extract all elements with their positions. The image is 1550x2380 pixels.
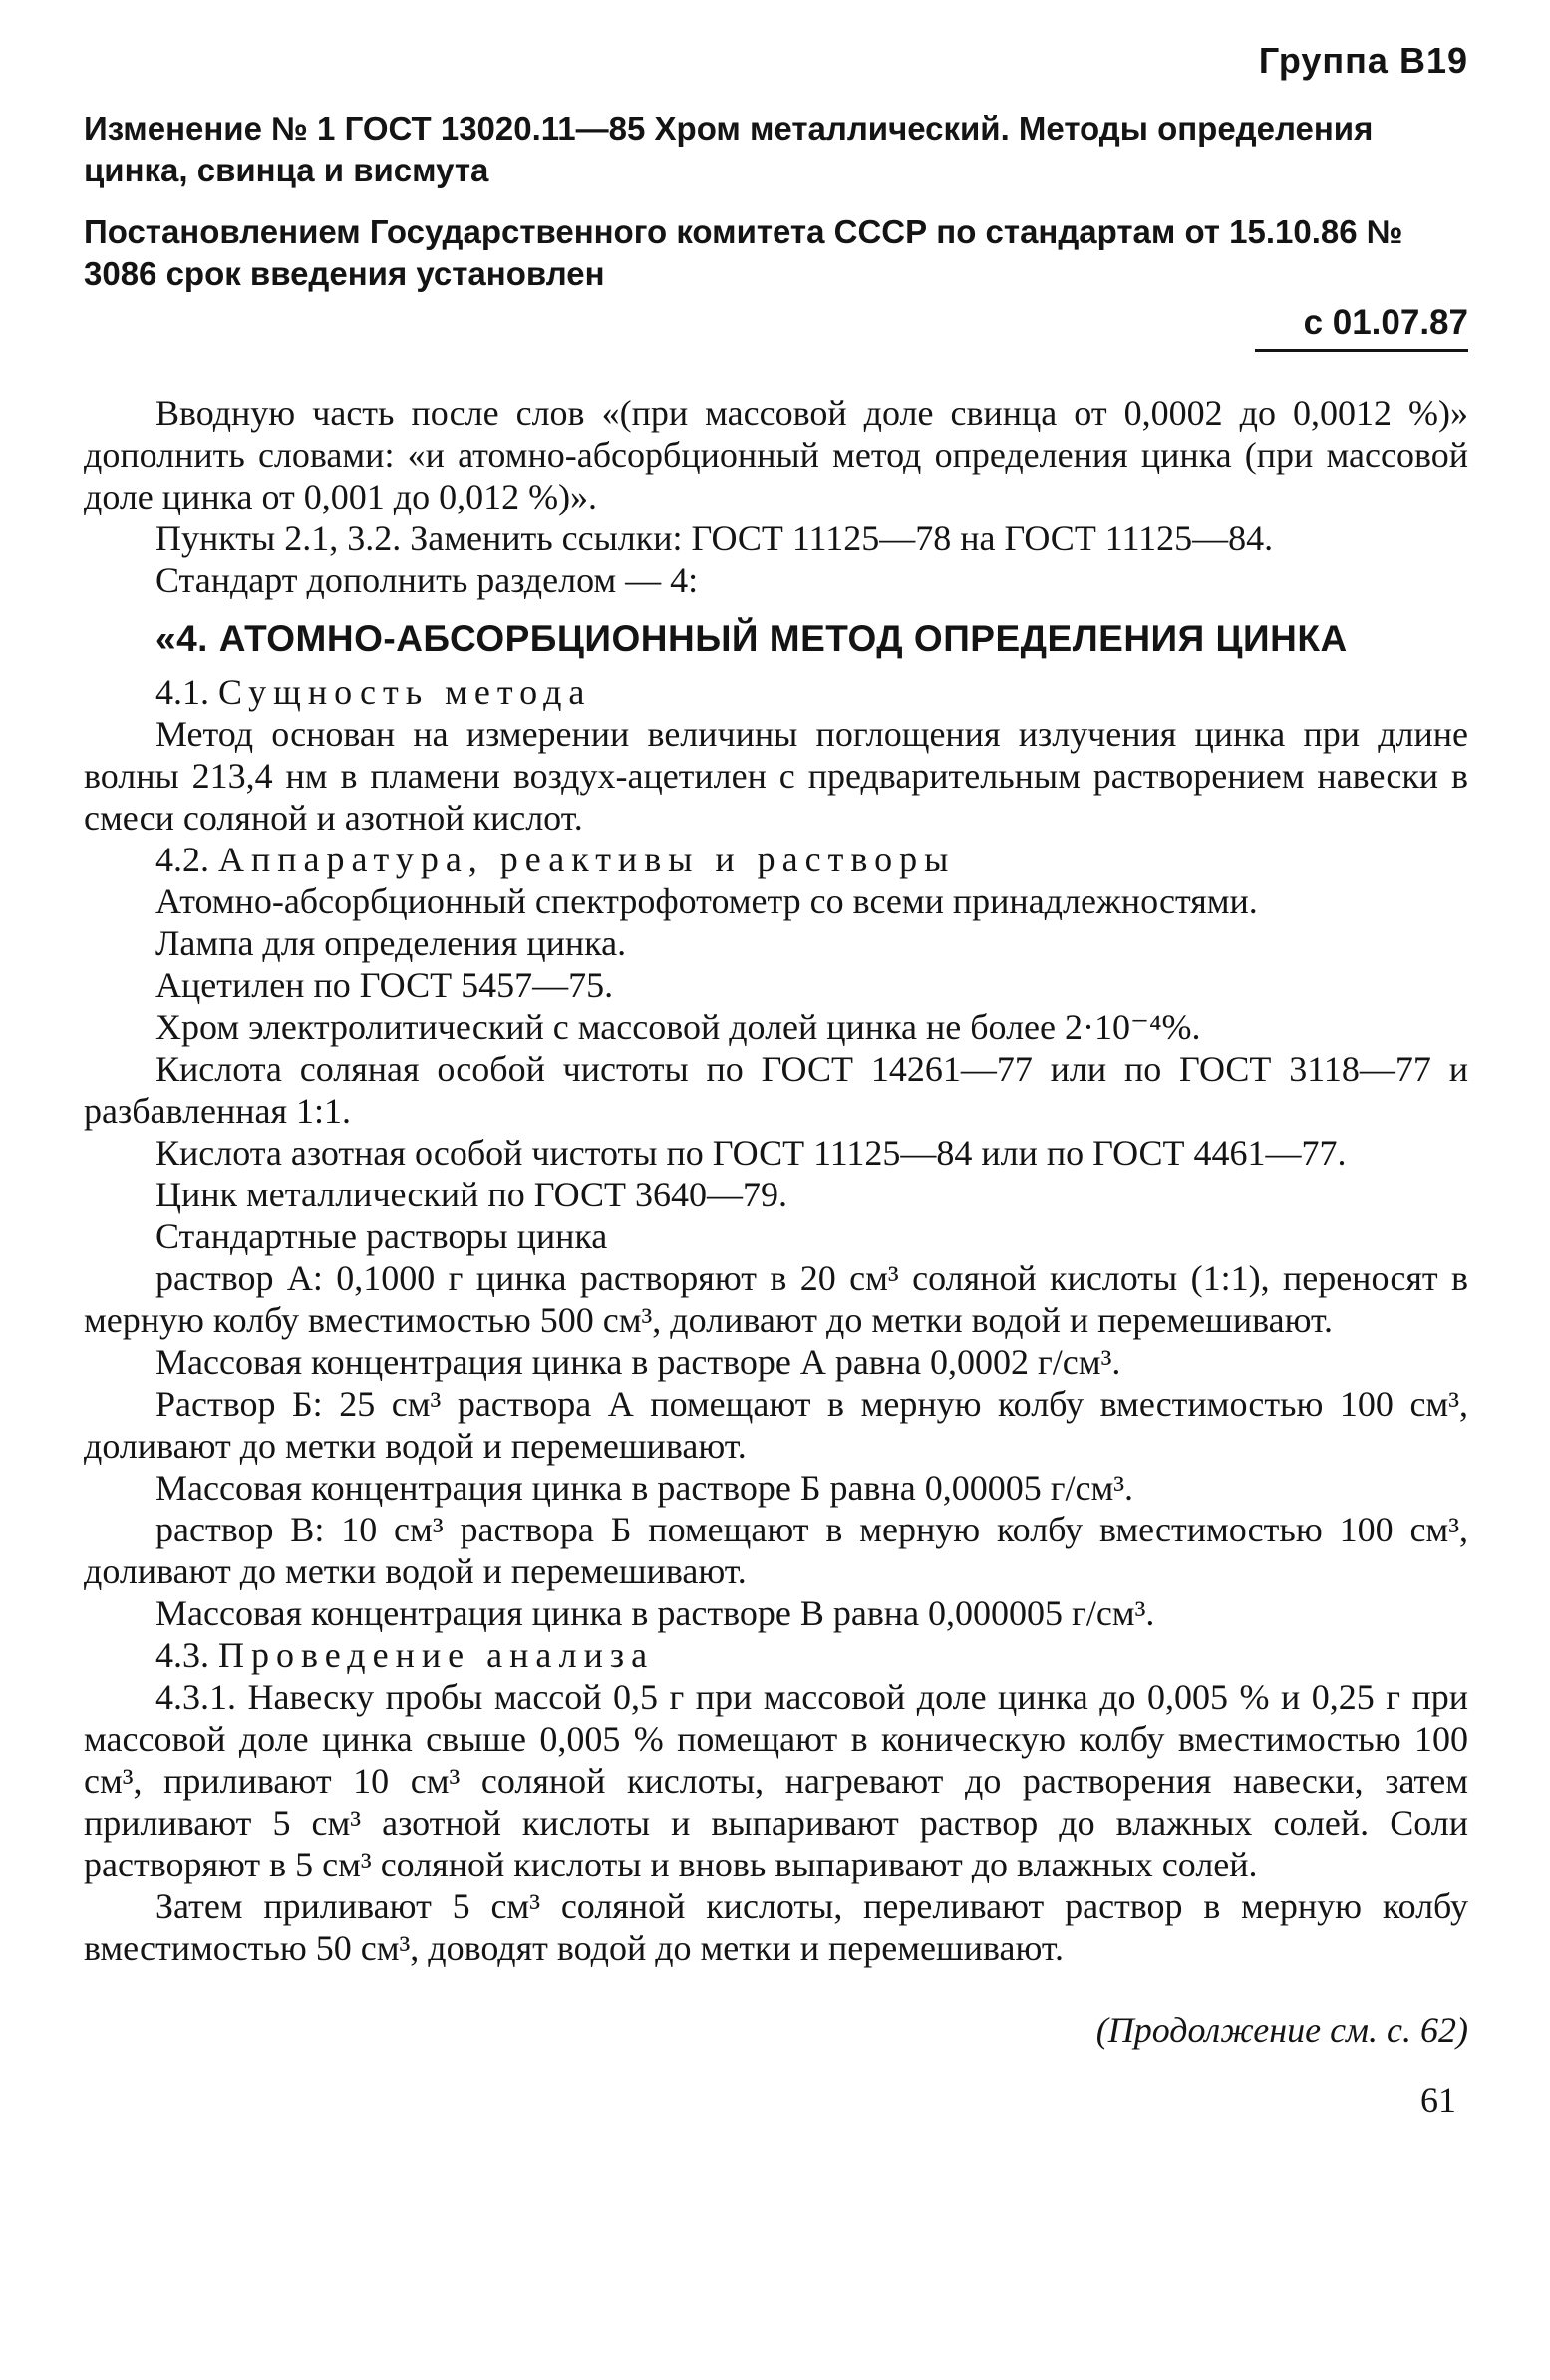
method-principle: Метод основан на измерении величины поглощения излучения цинка при длине волны 213,4 нм в пламени воздух-ацетилен с предварительным растворением навески в смеси соляной и азотной кислот. — [84, 714, 1468, 838]
subsection-title: Сущность метода — [218, 672, 592, 712]
analysis-paragraph: Затем приливают 5 см³ соляной кислоты, переливают раствор в мерную колбу вместимостью 50 см³, доводят водой до метки и перемешивают. — [84, 1886, 1468, 1968]
equipment-item: Кислота азотная особой чистоты по ГОСТ 11125—84 или по ГОСТ 4461—77. — [155, 1133, 1347, 1173]
solution-item: Массовая концентрация цинка в растворе А равна 0,0002 г/см³. — [155, 1342, 1121, 1382]
subsection-heading-4-3 — [84, 1634, 1468, 1676]
intro-paragraph: Стандарт дополнить разделом — 4: — [155, 560, 699, 600]
solution-item: Массовая концентрация цинка в растворе В равна 0,000005 г/см³. — [155, 1593, 1155, 1633]
subsection-heading-4-1 — [84, 671, 1468, 713]
section-title: «4. АТОМНО-АБСОРБЦИОННЫЙ МЕТОД ОПРЕДЕЛЕНИЯ ЦИНКА — [155, 618, 1348, 659]
equipment-item: Хром электролитический с массовой долей цинка не более 2·10⁻⁴%. — [155, 1007, 1201, 1047]
group-code: Группа В19 — [1258, 40, 1468, 81]
solution-item: раствор А: 0,1000 г цинка растворяют в 20 см³ соляной кислоты (1:1), переносят в мерную колбу вместимостью 500 см³, доливают до метки водой и перемешивают. — [84, 1258, 1468, 1340]
solution-item: Раствор Б: 25 см³ раствора А помещают в мерную колбу вместимостью 100 см³, доливают до метки водой и перемешивают. — [84, 1384, 1468, 1466]
effective-date — [84, 303, 1468, 352]
equipment-item: Кислота соляная особой чистоты по ГОСТ 14261—77 или по ГОСТ 3118—77 и разбавленная 1:1. — [84, 1049, 1468, 1131]
page-number: 61 — [1420, 2080, 1456, 2120]
solution-item: раствор В: 10 см³ раствора Б помещают в мерную колбу вместимостью 100 см³, доливают до метки водой и перемешивают. — [84, 1510, 1468, 1591]
intro-paragraph: Пункты 2.1, 3.2. Заменить ссылки: ГОСТ 11125—78 на ГОСТ 11125—84. — [155, 518, 1274, 558]
analysis-paragraph: 4.3.1. Навеску пробы массой 0,5 г при массовой доле цинка до 0,005 % и 0,25 г при массовой доле цинка свыше 0,005 % помещают в коническую колбу вместимостью 100 см³, приливают 10 см³ соляной кислоты, нагревают до растворения навески, затем приливают 5 см³ азотной кислоты и выпаривают раствор до влажных солей. Соли растворяют в 5 см³ соляной кислоты и вновь выпаривают до влажных солей. — [84, 1677, 1468, 1884]
subsection-number: 4.2. — [155, 840, 209, 879]
intro-paragraph: Вводную часть после слов «(при массовой доле свинца от 0,0002 до 0,0012 %)» дополнить словами: «и атомно-абсорбционный метод определения цинка (при массовой доле цинка от 0,001 до 0,012 %)». — [84, 393, 1468, 516]
equipment-item: Стандартные растворы цинка — [155, 1216, 608, 1256]
equipment-item: Цинк металлический по ГОСТ 3640—79. — [155, 1175, 788, 1214]
approval-statement: Постановлением Государственного комитета СССР по стандартам от 15.10.86 № 3086 срок введения установлен — [84, 213, 1403, 292]
amendment-title: Изменение № 1 ГОСТ 13020.11—85 Хром металлический. Методы определения цинка, свинца и висмута — [84, 110, 1374, 188]
equipment-item: Атомно-абсорбционный спектрофотометр со всеми принадлежностями. — [155, 881, 1258, 921]
equipment-item: Ацетилен по ГОСТ 5457—75. — [155, 965, 614, 1005]
subsection-heading-4-2 — [84, 839, 1468, 880]
subsection-number: 4.1. — [155, 672, 209, 712]
continuation-note: (Продолжение см. с. 62) — [1095, 2010, 1468, 2050]
effective-date-text: с 01.07.87 — [1255, 303, 1468, 352]
equipment-item: Лампа для определения цинка. — [155, 923, 627, 963]
subsection-title: Аппаратура, реактивы и растворы — [218, 840, 956, 879]
document-body — [84, 392, 1468, 1969]
subsection-title: Проведение анализа — [218, 1635, 655, 1675]
subsection-number: 4.3. — [155, 1635, 209, 1675]
solution-item: Массовая концентрация цинка в растворе Б равна 0,00005 г/см³. — [155, 1468, 1134, 1508]
